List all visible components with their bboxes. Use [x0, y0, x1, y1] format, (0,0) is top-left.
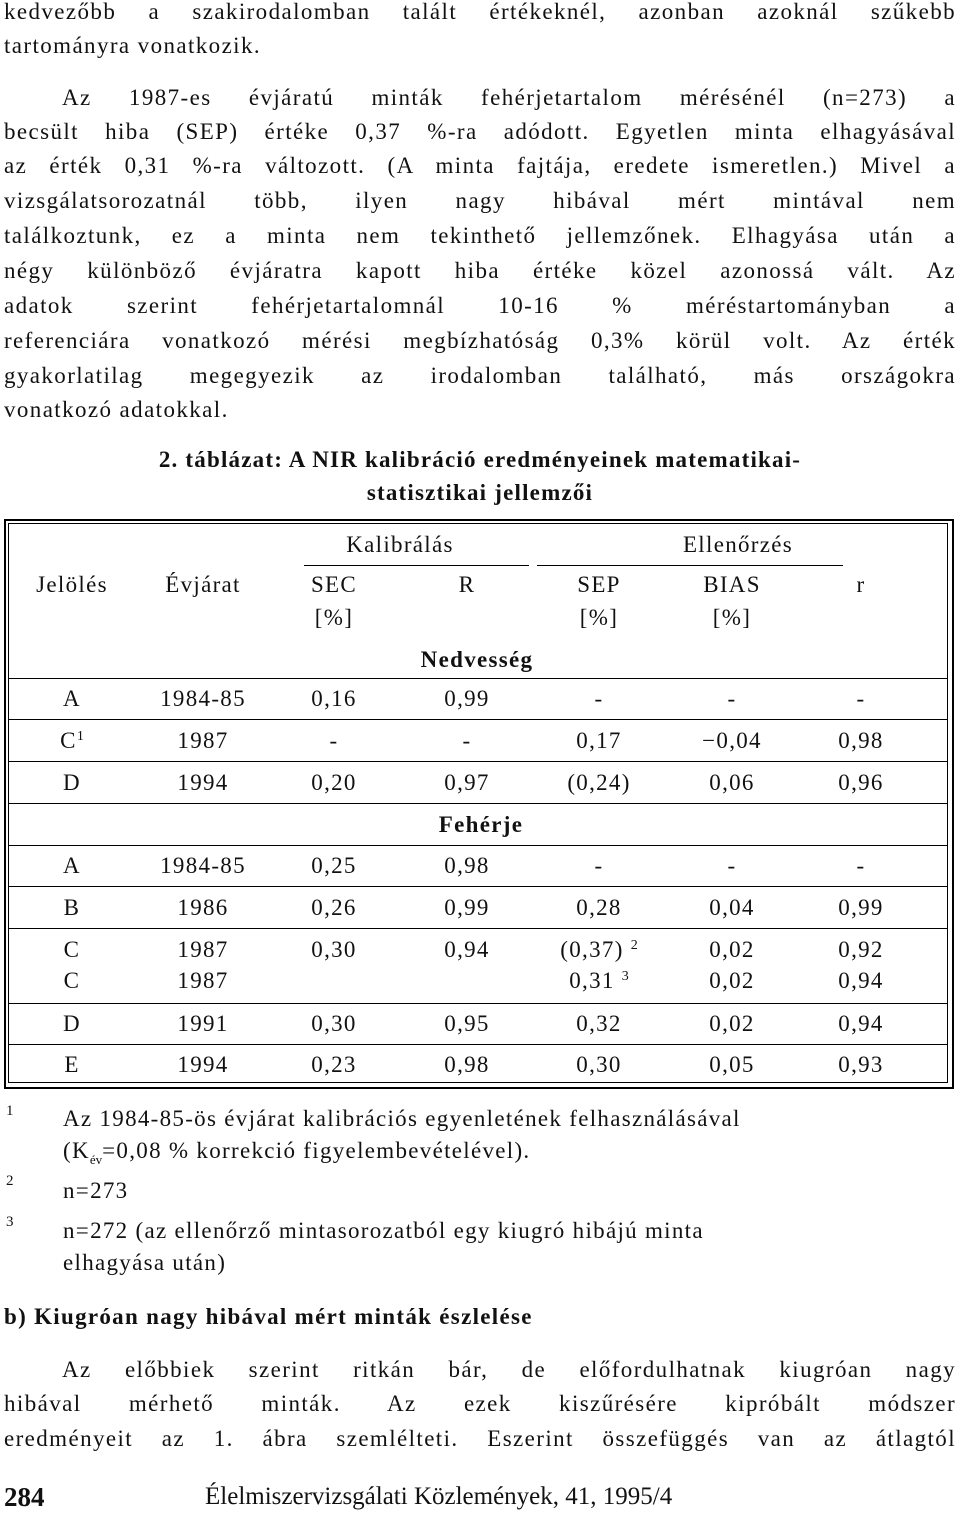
footnote-1-line-2: ($K_{év}=0,08$ % korrekció figyelembevételével).	[63, 1138, 531, 1167]
row-sep: -	[594, 853, 604, 878]
row-rule	[8, 1003, 947, 1004]
header-sep: SEP	[577, 572, 621, 597]
row-mark: D	[63, 770, 81, 795]
row-bias: 0,05	[709, 1052, 755, 1077]
header-correlation: r	[856, 572, 866, 597]
para2-line-10: vonatkozó adatokkal.	[4, 397, 229, 422]
para2-line-1: Az 1987-es évjáratú minták fehérjetartalom mérésénél (n=273) a	[62, 85, 956, 110]
para1-line-2: tartományra vonatkozik.	[4, 33, 262, 58]
journal-reference: Élelmiszervizsgálati Közlemények, 41, 1995/4	[205, 1483, 673, 1510]
row-year: 1991	[177, 1011, 229, 1036]
row-mark: $C^1$	[60, 728, 84, 753]
header-sec-unit: [%]	[314, 605, 354, 630]
row-sep: 0,32	[576, 1011, 622, 1036]
row-sec: 0,25	[311, 853, 357, 878]
para2-line-8: referenciára vonatkozó mérési megbízhatóság 0,3% körül volt. Az érték	[4, 328, 956, 353]
page-number: 284	[4, 1482, 45, 1512]
row-sep: (0,37) $^2$	[560, 937, 638, 962]
row-bias: 0,02	[709, 968, 755, 993]
check-group-rule	[537, 565, 843, 566]
header-calibration: Kalibrálás	[346, 532, 454, 557]
row-sec: 0,20	[311, 770, 357, 795]
para3-line-3: eredményeit az 1. ábra szemlélteti. Eszerint összefüggés van az átlagtól	[4, 1426, 956, 1451]
footnote-2: n=273	[63, 1178, 129, 1203]
table-caption-line-1: 2. táblázat: A NIR kalibráció eredményeinek matematikai-	[158, 447, 802, 472]
row-sec: 0,23	[311, 1052, 357, 1077]
row-rule	[8, 761, 947, 762]
row-sec: 0,30	[311, 1011, 357, 1036]
protein-rule	[8, 845, 947, 846]
footnote-number-1: 1	[6, 1103, 14, 1119]
row-sep: 0,17	[576, 728, 622, 753]
row-year: 1987	[177, 968, 229, 993]
row-sec: 0,16	[311, 686, 357, 711]
row-r: 0,98	[444, 853, 490, 878]
row-r: 0,97	[444, 770, 490, 795]
para2-line-7: adatok szerint fehérjetartalomnál 10-16 % méréstartományban a	[4, 293, 956, 318]
row-year: 1986	[177, 895, 229, 920]
section-moisture: Nedvesség	[420, 647, 534, 672]
row-year: 1994	[177, 770, 229, 795]
header-bias: BIAS	[703, 572, 761, 597]
row-rule	[8, 1044, 947, 1045]
footnote-1-subscript: év	[89, 1152, 103, 1167]
row-correlation: 0,93	[838, 1052, 884, 1077]
para2-line-3: az érték 0,31 %-ra változott. (A minta fajtája, eredete ismeretlen.) Mivel a	[4, 153, 956, 178]
row-rule	[8, 886, 947, 887]
header-bias-unit: [%]	[712, 605, 752, 630]
row-bias: 0,04	[709, 895, 755, 920]
row-r: 0,99	[444, 895, 490, 920]
para3-line-1: Az előbbiek szerint ritkán bár, de előfordulhatnak kiugróan nagy	[62, 1357, 956, 1382]
results-table	[4, 519, 956, 1089]
row-bias: −0,04	[702, 728, 762, 753]
row-correlation: 0,98	[838, 728, 884, 753]
row-r: 0,99	[444, 686, 490, 711]
row-mark: D	[63, 1011, 81, 1036]
para3-line-2: hibával mérhető minták. Az ezek kiszűrésére kipróbált módszer	[4, 1391, 956, 1416]
row-year: 1987	[177, 937, 229, 962]
row-r: 0,98	[444, 1052, 490, 1077]
row-bias: -	[727, 686, 737, 711]
para2-line-5: találkoztunk, ez a minta nem tekinthető jellemzőnek. Elhagyása után a	[4, 223, 956, 248]
row-correlation: 0,96	[838, 770, 884, 795]
header-mark: Jelölés	[36, 572, 108, 597]
row-r: -	[462, 728, 472, 753]
moisture-rule	[8, 678, 947, 679]
row-year: 1984-85	[160, 853, 246, 878]
row-mark: A	[63, 686, 81, 711]
para2-line-6: négy különböző évjáratra kapott hiba értéke közel azonossá vált. Az	[4, 258, 956, 283]
header-sec: SEC	[310, 572, 358, 597]
row-bias: -	[727, 853, 737, 878]
footnote-3-line-1: n=272 (az ellenőrző mintasorozatból egy kiugró hibájú minta	[63, 1218, 704, 1243]
para2-line-9: gyakorlatilag megegyezik az irodalomban található, más országokra	[4, 363, 956, 388]
row-sec: 0,30	[311, 937, 357, 962]
row-mark: B	[63, 895, 81, 920]
para1-line-1: kedvezőbb a szakirodalomban talált értékeknél, azonban azoknál szűkebb	[4, 0, 956, 24]
footnote-number-2: 2	[6, 1173, 14, 1189]
row-sep: (0,24)	[567, 770, 631, 795]
row-correlation: 0,94	[838, 968, 884, 993]
row-mark: E	[64, 1052, 80, 1077]
row-mark: C	[63, 937, 81, 962]
footnote-ref-1: 1	[76, 729, 84, 744]
header-sep-unit: [%]	[579, 605, 619, 630]
row-r: 0,94	[444, 937, 490, 962]
header-year: Évjárat	[165, 572, 241, 597]
calibration-group-rule	[304, 565, 529, 566]
footnote-1-line-1: Az 1984-85-ös évjárat kalibrációs egyenletének felhasználásával	[63, 1106, 741, 1131]
row-rule	[8, 803, 947, 804]
para2-line-2: becsült hiba (SEP) értéke 0,37 %-ra adódott. Egyetlen minta elhagyásával	[4, 119, 956, 144]
header-check: Ellenőrzés	[682, 532, 794, 557]
footnote-ref-3: 3	[621, 969, 629, 984]
row-correlation: -	[856, 853, 866, 878]
row-sec: -	[329, 728, 339, 753]
header-r: R	[458, 572, 476, 597]
row-mark: C	[63, 968, 81, 993]
row-bias: 0,02	[709, 937, 755, 962]
row-mark: A	[63, 853, 81, 878]
row-year: 1994	[177, 1052, 229, 1077]
section-protein: Fehérje	[438, 812, 524, 837]
row-sec: 0,26	[311, 895, 357, 920]
row-sep: -	[594, 686, 604, 711]
row-correlation: 0,99	[838, 895, 884, 920]
row-sep: 0,30	[576, 1052, 622, 1077]
footnote-ref-2: 2	[630, 938, 638, 953]
para2-line-4: vizsgálatsorozatnál több, ilyen nagy hibával mért mintával nem	[4, 188, 956, 213]
row-sep: 0,28	[576, 895, 622, 920]
row-r: 0,95	[444, 1011, 490, 1036]
footnote-3-line-2: elhagyása után)	[63, 1250, 227, 1275]
row-sep: 0,31 $^3$	[569, 968, 629, 993]
footnote-number-3: 3	[6, 1214, 14, 1230]
row-rule	[8, 719, 947, 720]
row-bias: 0,06	[709, 770, 755, 795]
section-heading: b) Kiugróan nagy hibával mért minták észlelése	[4, 1304, 533, 1329]
row-rule	[8, 928, 947, 929]
table-caption-line-2: statisztikai jellemzői	[366, 480, 594, 505]
row-correlation: 0,92	[838, 937, 884, 962]
row-year: 1984-85	[160, 686, 246, 711]
row-correlation: -	[856, 686, 866, 711]
row-correlation: 0,94	[838, 1011, 884, 1036]
row-bias: 0,02	[709, 1011, 755, 1036]
row-year: 1987	[177, 728, 229, 753]
